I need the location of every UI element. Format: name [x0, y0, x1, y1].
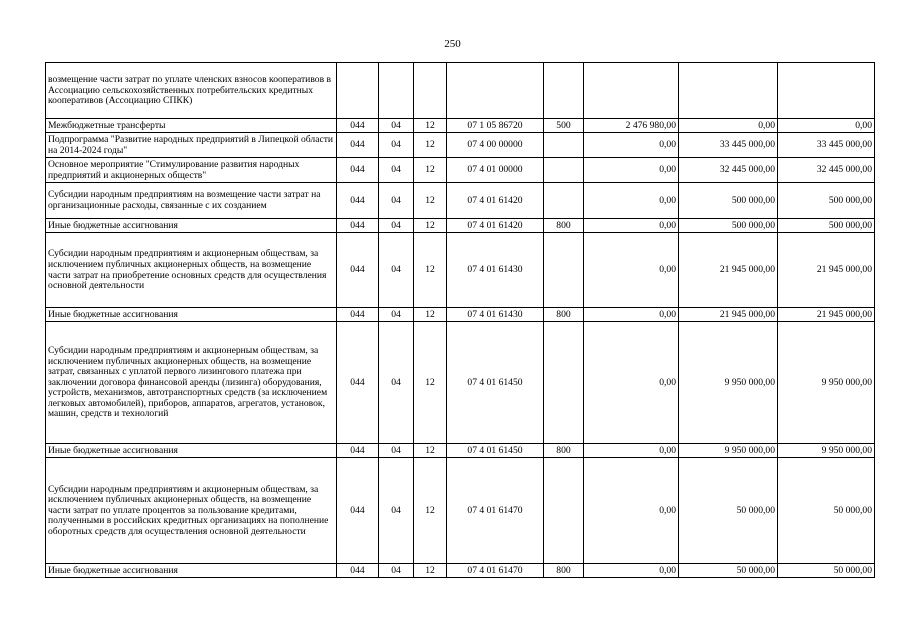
expense-type	[544, 63, 584, 119]
expense-type	[544, 158, 584, 183]
section-code: 04	[379, 322, 414, 444]
row-name: Иные бюджетные ассигнования	[46, 308, 337, 322]
expense-type: 800	[544, 219, 584, 233]
subsection-code: 12	[414, 233, 447, 308]
table-row	[46, 564, 875, 578]
expense-type	[544, 233, 584, 308]
amount-year-3: 9 950 000,00	[778, 322, 875, 444]
section-code: 04	[379, 308, 414, 322]
table-row	[46, 119, 875, 133]
expense-type: 800	[544, 308, 584, 322]
ministry-code: 044	[337, 133, 379, 158]
target-article: 07 4 01 61420	[447, 183, 544, 219]
expense-type	[544, 133, 584, 158]
amount-year-3: 500 000,00	[778, 219, 875, 233]
ministry-code: 044	[337, 183, 379, 219]
amount-year-2: 50 000,00	[679, 458, 778, 564]
row-name: возмещение части затрат по уплате членских взносов кооперативов в Ассоциацию сельскохозяйственных потребительских кредитных кооперативов (Ассоциацию СПКК)	[46, 63, 337, 119]
subsection-code: 12	[414, 308, 447, 322]
amount-year-1	[584, 63, 679, 119]
amount-year-3: 50 000,00	[778, 458, 875, 564]
ministry-code: 044	[337, 119, 379, 133]
amount-year-3: 50 000,00	[778, 564, 875, 578]
section-code	[379, 63, 414, 119]
target-article: 07 4 01 61450	[447, 322, 544, 444]
ministry-code: 044	[337, 233, 379, 308]
ministry-code: 044	[337, 458, 379, 564]
amount-year-2: 21 945 000,00	[679, 233, 778, 308]
section-code: 04	[379, 183, 414, 219]
amount-year-1: 0,00	[584, 322, 679, 444]
table-row	[46, 322, 875, 444]
ministry-code: 044	[337, 308, 379, 322]
amount-year-1: 0,00	[584, 183, 679, 219]
table-row	[46, 63, 875, 119]
subsection-code: 12	[414, 444, 447, 458]
ministry-code: 044	[337, 322, 379, 444]
section-code: 04	[379, 119, 414, 133]
amount-year-1: 0,00	[584, 564, 679, 578]
section-code: 04	[379, 564, 414, 578]
target-article: 07 4 01 61430	[447, 233, 544, 308]
row-name: Субсидии народным предприятиям и акционерным обществам, за исключением публичных акционерных обществ, на возмещение части затрат на приобретение основных средств для осуществления основной деятельности	[46, 233, 337, 308]
amount-year-3	[778, 63, 875, 119]
target-article: 07 4 01 00000	[447, 158, 544, 183]
ministry-code: 044	[337, 158, 379, 183]
amount-year-2: 50 000,00	[679, 564, 778, 578]
target-article: 07 4 01 61450	[447, 444, 544, 458]
amount-year-3: 9 950 000,00	[778, 444, 875, 458]
amount-year-1: 0,00	[584, 458, 679, 564]
subsection-code	[414, 63, 447, 119]
amount-year-3: 33 445 000,00	[778, 133, 875, 158]
amount-year-3: 21 945 000,00	[778, 308, 875, 322]
subsection-code: 12	[414, 219, 447, 233]
subsection-code: 12	[414, 133, 447, 158]
budget-table	[45, 62, 875, 578]
expense-type: 800	[544, 564, 584, 578]
amount-year-3: 21 945 000,00	[778, 233, 875, 308]
section-code: 04	[379, 133, 414, 158]
target-article: 07 4 01 61470	[447, 564, 544, 578]
target-article: 07 4 01 61470	[447, 458, 544, 564]
subsection-code: 12	[414, 158, 447, 183]
amount-year-2: 21 945 000,00	[679, 308, 778, 322]
section-code: 04	[379, 458, 414, 564]
table-row	[46, 219, 875, 233]
amount-year-2: 32 445 000,00	[679, 158, 778, 183]
table-row	[46, 183, 875, 219]
table-row	[46, 458, 875, 564]
target-article: 07 4 01 61420	[447, 219, 544, 233]
section-code: 04	[379, 219, 414, 233]
amount-year-2: 9 950 000,00	[679, 322, 778, 444]
amount-year-2: 9 950 000,00	[679, 444, 778, 458]
expense-type	[544, 183, 584, 219]
amount-year-3: 0,00	[778, 119, 875, 133]
amount-year-2: 500 000,00	[679, 219, 778, 233]
amount-year-3: 32 445 000,00	[778, 158, 875, 183]
ministry-code: 044	[337, 219, 379, 233]
page-number: 250	[444, 38, 461, 50]
row-name: Иные бюджетные ассигнования	[46, 564, 337, 578]
row-name: Субсидии народным предприятиям и акционерным обществам, за исключением публичных акционерных обществ, на возмещение затрат, связанных с уплатой первого лизингового платежа при заключении договора финансовой аренды (лизинга) оборудования, устройств, механизмов, автотранспортных средств (за исключением легковых автомобилей), приборов, аппаратов, агрегатов, установок, машин, средств и технологий	[46, 322, 337, 444]
subsection-code: 12	[414, 564, 447, 578]
section-code: 04	[379, 158, 414, 183]
table-row	[46, 308, 875, 322]
ministry-code: 044	[337, 444, 379, 458]
table-row	[46, 233, 875, 308]
subsection-code: 12	[414, 119, 447, 133]
target-article: 07 1 05 86720	[447, 119, 544, 133]
section-code: 04	[379, 444, 414, 458]
section-code: 04	[379, 233, 414, 308]
target-article: 07 4 01 61430	[447, 308, 544, 322]
expense-type: 800	[544, 444, 584, 458]
subsection-code: 12	[414, 322, 447, 444]
row-name: Иные бюджетные ассигнования	[46, 219, 337, 233]
row-name: Иные бюджетные ассигнования	[46, 444, 337, 458]
table-row	[46, 158, 875, 183]
table-row	[46, 444, 875, 458]
row-name: Субсидии народным предприятиям на возмещение части затрат на организационные расходы, связанные с их созданием	[46, 183, 337, 219]
row-name: Основное мероприятие "Стимулирование развития народных предприятий и акционерных обществ"	[46, 158, 337, 183]
amount-year-1: 2 476 980,00	[584, 119, 679, 133]
amount-year-2: 500 000,00	[679, 183, 778, 219]
amount-year-1: 0,00	[584, 219, 679, 233]
expense-type	[544, 458, 584, 564]
amount-year-1: 0,00	[584, 133, 679, 158]
amount-year-1: 0,00	[584, 233, 679, 308]
amount-year-2: 33 445 000,00	[679, 133, 778, 158]
amount-year-3: 500 000,00	[778, 183, 875, 219]
row-name: Подпрограмма "Развитие народных предприятий в Липецкой области на 2014-2024 годы"	[46, 133, 337, 158]
target-article: 07 4 00 00000	[447, 133, 544, 158]
amount-year-1: 0,00	[584, 308, 679, 322]
row-name: Межбюджетные трансферты	[46, 119, 337, 133]
amount-year-1: 0,00	[584, 444, 679, 458]
row-name: Субсидии народным предприятиям и акционерным обществам, за исключением публичных акционерных обществ, на возмещение части затрат по уплате процентов за пользование кредитами, полученными в российских кредитных организациях на пополнение оборотных средств для осуществления основной деятельности	[46, 458, 337, 564]
target-article	[447, 63, 544, 119]
amount-year-2: 0,00	[679, 119, 778, 133]
expense-type	[544, 322, 584, 444]
subsection-code: 12	[414, 183, 447, 219]
amount-year-2	[679, 63, 778, 119]
amount-year-1: 0,00	[584, 158, 679, 183]
subsection-code: 12	[414, 458, 447, 564]
ministry-code: 044	[337, 564, 379, 578]
table-row	[46, 133, 875, 158]
ministry-code	[337, 63, 379, 119]
expense-type: 500	[544, 119, 584, 133]
